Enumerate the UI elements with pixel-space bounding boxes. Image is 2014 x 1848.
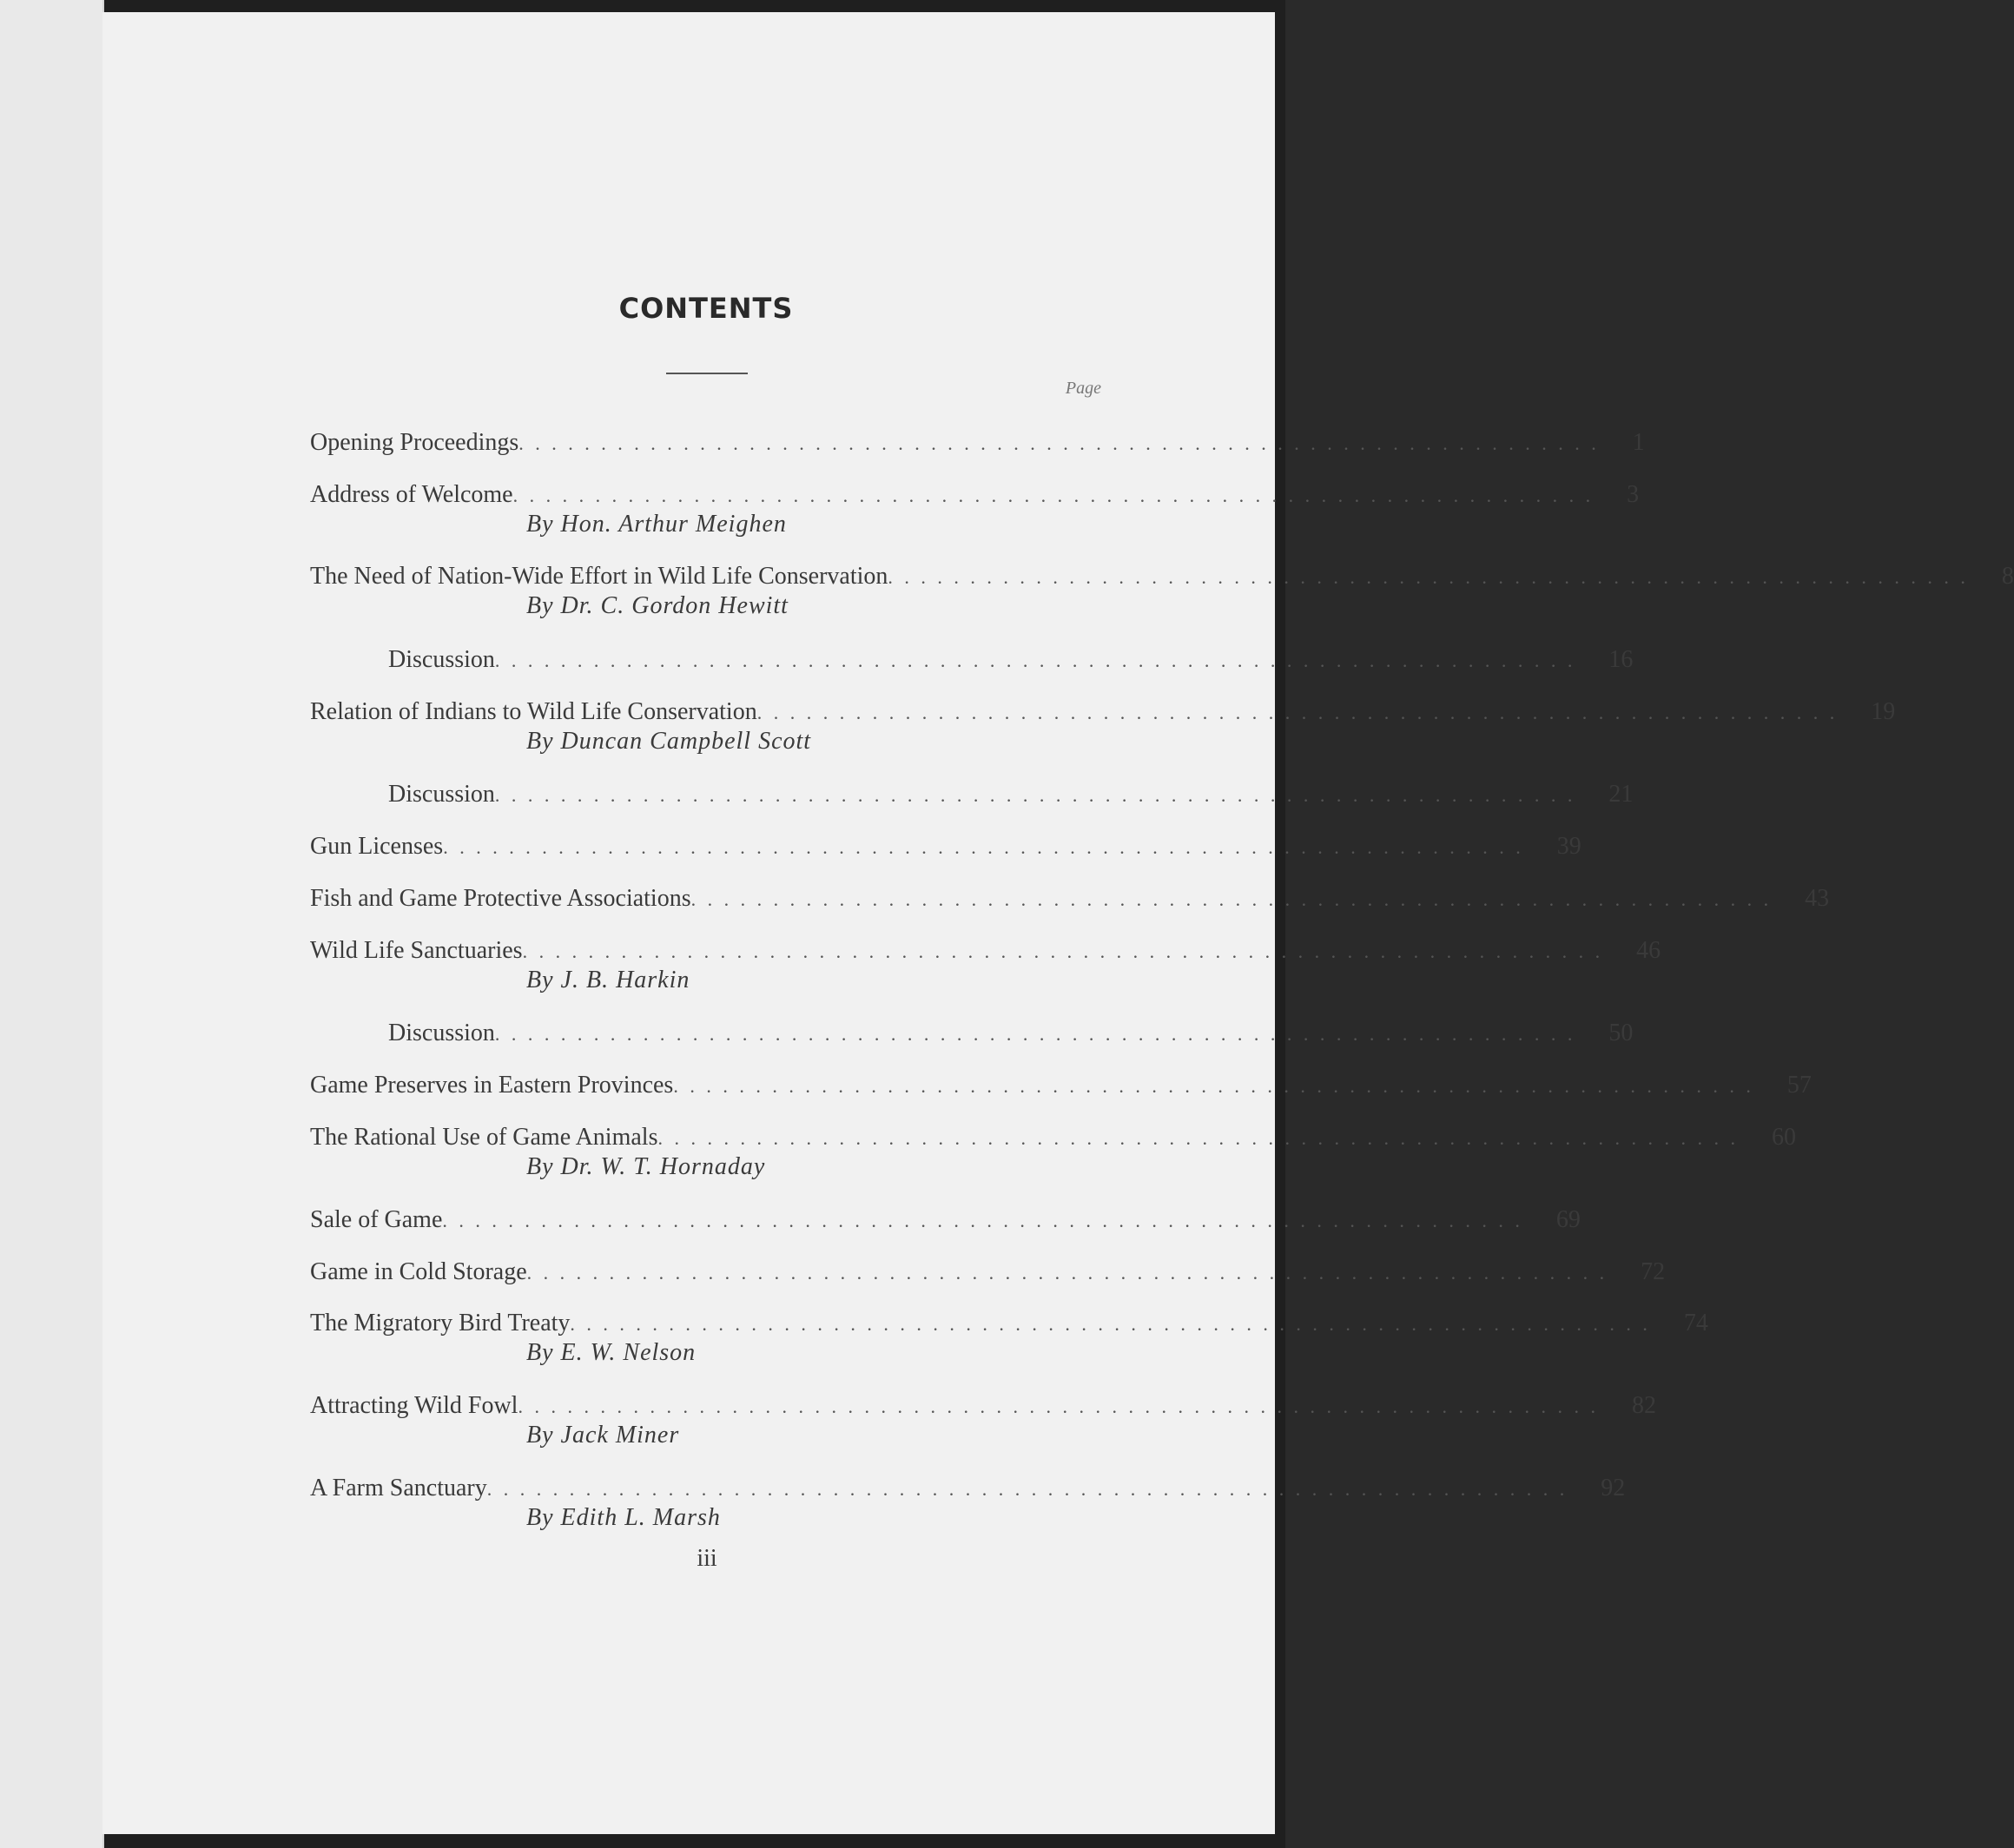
entry-title: Relation of Indians to Wild Life Conservation [310,698,757,725]
entry-title: Wild Life Sanctuaries [310,937,523,964]
entry-title: Discussion [388,1020,495,1046]
entry-title: A Farm Sanctuary [310,1475,487,1502]
entry-page-number: 74 [1683,1310,1708,1336]
entry-author: By Hon. Arthur Meighen [526,511,787,538]
toc-entry [310,1474,1626,1533]
entry-page-number: 1 [1632,429,1645,456]
leader-dots: . . . . . . . . . . . . . . . . . . . . . . . . . . . . . . . . . . . . . . . . . . . . . . . . . . . . . . . . . . . . . . . . . . [570,1313,1651,1335]
leader-dots: . . . . . . . . . . . . . . . . . . . . . . . . . . . . . . . . . . . . . . . . . . . . . . . . . . . . . . . . . . . . . . . . . . [522,940,1604,962]
entry-title: The Need of Nation-Wide Effort in Wild Life Conservation [310,563,888,590]
toc-entry [310,1309,1708,1368]
entry-page-number: 46 [1636,937,1661,964]
entry-page-number: 16 [1608,646,1634,673]
entry-title: Discussion [388,646,495,673]
leader-dots: . . . . . . . . . . . . . . . . . . . . . . . . . . . . . . . . . . . . . . . . . . . . . . . . . . . . . . . . . . . . . . . . . . [673,1075,1754,1097]
entry-title: Address of Welcome [310,481,513,508]
entry-title: Sale of Game [310,1206,443,1233]
toc-entry [310,1123,1796,1182]
leader-dots: . . . . . . . . . . . . . . . . . . . . . . . . . . . . . . . . . . . . . . . . . . . . . . . . . . . . . . . . . . . . . . . . . . [518,432,1600,454]
page-column-label: Page [1065,379,1101,398]
entry-page-number: 92 [1601,1475,1626,1502]
leader-dots: . . . . . . . . . . . . . . . . . . . . . . . . . . . . . . . . . . . . . . . . . . . . . . . . . . . . . . . . . . . . . . . . . . [657,1127,1739,1149]
entry-title: Game in Cold Storage [310,1258,527,1285]
entry-author: By Dr. C. Gordon Hewitt [526,592,789,619]
entry-page-number: 8 [2001,563,2014,590]
leader-dots: . . . . . . . . . . . . . . . . . . . . . . . . . . . . . . . . . . . . . . . . . . . . . . . . . . . . . . . . . . . . . . . . . . [756,702,1839,723]
toc-entry [310,428,1645,458]
entry-author: By Duncan Campbell Scott [526,728,812,755]
toc-entry [310,1019,1634,1048]
entry-title: Discussion [388,781,495,808]
toc-entry [310,884,1830,914]
toc-entry [310,480,1640,539]
toc-entry [310,645,1634,675]
toc-entry [310,1071,1812,1100]
entry-page-number: 69 [1555,1206,1581,1233]
toc-entry [310,1257,1666,1287]
entry-page-number: 50 [1608,1020,1634,1046]
leader-dots: . . . . . . . . . . . . . . . . . . . . . . . . . . . . . . . . . . . . . . . . . . . . . . . . . . . . . . . . . . . . . . . . . . [442,1210,1523,1231]
leader-dots: . . . . . . . . . . . . . . . . . . . . . . . . . . . . . . . . . . . . . . . . . . . . . . . . . . . . . . . . . . . . . . . . . . [526,1262,1608,1284]
entry-title: The Rational Use of Game Animals [310,1124,658,1151]
leader-dots: . . . . . . . . . . . . . . . . . . . . . . . . . . . . . . . . . . . . . . . . . . . . . . . . . . . . . . . . . . . . . . . . . . [512,485,1595,506]
toc-entry [310,1391,1656,1450]
entry-title: Fish and Game Protective Associations [310,885,691,912]
entry-title: Opening Proceedings [310,429,519,456]
entry-page-number: 60 [1771,1124,1796,1151]
entry-title: Game Preserves in Eastern Provinces [310,1072,674,1099]
entry-author: By Dr. W. T. Hornaday [526,1153,766,1180]
toc-entry [310,562,2014,621]
toc-entry [310,780,1634,809]
entry-page-number: 21 [1608,781,1634,808]
facing-page-edge [0,0,104,1848]
entry-page-number: 72 [1641,1258,1666,1285]
toc-entry [310,936,1661,995]
page-folio: iii [697,1545,717,1572]
leader-dots: . . . . . . . . . . . . . . . . . . . . . . . . . . . . . . . . . . . . . . . . . . . . . . . . . . . . . . . . . . . . . . . . . . [443,836,1524,858]
toc-entry [310,697,1896,756]
toc-entry [310,832,1581,861]
entry-page-number: 57 [1786,1072,1812,1099]
entry-title: Gun Licenses [310,833,444,860]
entry-page-number: 43 [1805,885,1830,912]
page-title: CONTENTS [618,292,794,325]
entry-page-number: 82 [1631,1392,1656,1419]
entry-author: By Jack Miner [526,1422,680,1449]
entry-author: By Edith L. Marsh [526,1504,721,1531]
leader-dots: . . . . . . . . . . . . . . . . . . . . . . . . . . . . . . . . . . . . . . . . . . . . . . . . . . . . . . . . . . . . . . . . . . [690,888,1773,910]
entry-title: Attracting Wild Fowl [310,1392,518,1419]
entry-author: By J. B. Harkin [526,967,690,993]
leader-dots: . . . . . . . . . . . . . . . . . . . . . . . . . . . . . . . . . . . . . . . . . . . . . . . . . . . . . . . . . . . . . . . . . . [888,566,1969,588]
entry-page-number: 19 [1871,698,1896,725]
entry-page-number: 39 [1556,833,1581,860]
entry-author: By E. W. Nelson [526,1339,697,1366]
leader-dots: . . . . . . . . . . . . . . . . . . . . . . . . . . . . . . . . . . . . . . . . . . . . . . . . . . . . . . . . . . . . . . . . . . [494,1023,1576,1045]
toc-entry [310,1205,1581,1235]
leader-dots: . . . . . . . . . . . . . . . . . . . . . . . . . . . . . . . . . . . . . . . . . . . . . . . . . . . . . . . . . . . . . . . . . . [494,784,1576,806]
contents-page [102,12,2014,1834]
entry-title: The Migratory Bird Treaty [310,1310,571,1336]
leader-dots: . . . . . . . . . . . . . . . . . . . . . . . . . . . . . . . . . . . . . . . . . . . . . . . . . . . . . . . . . . . . . . . . . . [494,650,1576,671]
leader-dots: . . . . . . . . . . . . . . . . . . . . . . . . . . . . . . . . . . . . . . . . . . . . . . . . . . . . . . . . . . . . . . . . . . [518,1396,1599,1417]
leader-dots: . . . . . . . . . . . . . . . . . . . . . . . . . . . . . . . . . . . . . . . . . . . . . . . . . . . . . . . . . . . . . . . . . . [486,1478,1568,1500]
entry-page-number: 3 [1627,481,1640,508]
